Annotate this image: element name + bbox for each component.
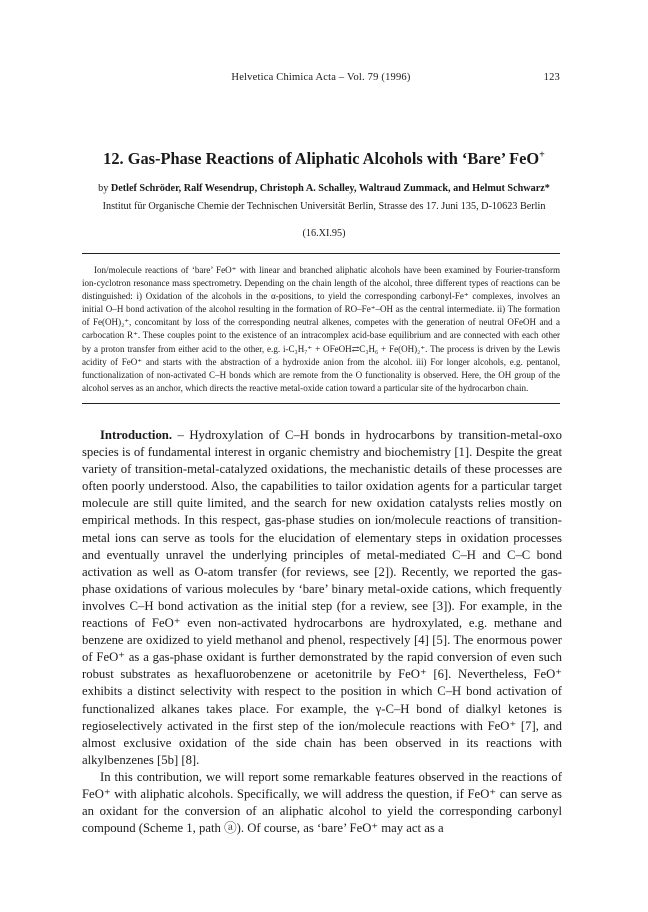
intro-text-1: – Hydroxylation of C–H bonds in hydrocarbons by transition-metal-oxo species is of fundamental interest in organic chemistry and biochemistry [1]. Despite the great variety of transition-metal-catalyzed oxidations, the mechanistic details of these processes are often poorly understood. Also, the capabilities to tailor oxidation agents for a particular target molecule are still quite limited, and the search for new oxidation catalysts relies mostly on empirical methods. In this respect, gas-phase studies on ion/molecule reactions of transition-metal ions can serve as tools for the elucidation of elementary steps in oxidation processes and eventually unravel the underlying principles of metal-mediated C–H and C–C bond activation as well as O-atom transfer (for reviews, see [2]). Recently, we reported the gas-phase oxidations of various molecules by ‘bare’ binary metal-oxide cations, which frequently involves C–H bond activation as the initial step (for a review, see [3]). For example, in the reactions of FeO⁺ even non-activated hydrocarbons are hydroxylated, e.g. methane and benzene are oxidized to yield methanol and phenol, respectively [4] [5]. The enormous power of FeO⁺ as a gas-phase oxidant is further demonstrated by the rapid conversion of even such robust substrates as hexafluorobenzene or acetonitrile by FeO⁺ [6]. Nevertheless, FeO⁺ exhibits a distinct selectivity with respect to the position in which C–H bond activation of functionalized alkanes takes place. For example, the γ-C–H bond of dialkyl ketones is regioselectively activated in the first step of the ion/molecule reactions with FeO⁺ [7], and almost exclusive oxidation of the side chain has been observed in its reactions with alkylbenzenes [5b] [8].: [82, 428, 562, 767]
author-line: [70, 183, 578, 194]
authors-by: by: [98, 183, 109, 194]
article-title: [60, 149, 588, 169]
running-header: [82, 72, 560, 88]
abstract-text: Ion/molecule reactions of ‘bare’ FeO⁺ with linear and branched aliphatic alcohols have been examined by Fourier-transform ion-cyclotron resonance mass spectrometry. Depending on the chain length of the alcohol, three different types of reactions can be distinguished: i) Oxidation of the alcohols in the α-positions, to yield the corresponding carbonyl-Fe⁺ complexes, involves an initial O–H bond activation of the alcohol resulting in the formation of RO–Fe⁺–OH as the central intermediate. ii) The formation of Fe(OH)₂⁺, concomitant by loss of the corresponding neutral alkenes, competes with the generation of neutral OFeOH and a carbocation R⁺. These couples point to the existence of an intracomplex acid-base equilibrium and are connected with each other by a proton transfer from either acid to the other, e.g. i-C₃H₇⁺ + OFeOH⇄C₃H₆ + Fe(OH)₂⁺. The process is driven by the Lewis acidity of FeO⁺ and starts with the abstraction of a hydroxide anion from the alcohol. iii) For longer alcohols, e.g. pentanol, functionalization of non-activated C–H bonds which are remote from the O functionality is observed. Here, the OH group of the alcohol serves as an anchor, which directs the reactive metal-oxide cation toward a particular site of the hydrocarbon chain.: [82, 265, 560, 393]
abstract-top-rule: [82, 253, 560, 254]
title-text: 12. Gas-Phase Reactions of Aliphatic Alcohols with ‘Bare’ FeO: [103, 149, 540, 168]
intro-paragraph-2: In this contribution, we will report some remarkable features observed in the reactions of FeO⁺ with aliphatic alcohols. Specifically, we will address the question, if FeO⁺ can serve as an oxidant for the conversion of an aliphatic alcohol to yield the corresponding carbonyl compound (Scheme 1, path ⓐ). Of course, as ‘bare’ FeO⁺ may act as a: [82, 769, 562, 836]
received-date: (16.XI.95): [302, 228, 346, 239]
article-body: [82, 427, 562, 837]
journal-name: Helvetica Chimica Acta – Vol. 79 (1996): [231, 72, 411, 83]
abstract: [82, 264, 560, 395]
page-number: 123: [543, 72, 560, 83]
intro-heading: Introduction.: [100, 428, 173, 442]
affiliation: Institut für Organische Chemie der Technischen Universität Berlin, Strasse des 17. Juni 135, D-10623 Berlin: [102, 201, 546, 212]
author-names: Detlef Schröder, Ralf Wesendrup, Christoph A. Schalley, Waltraud Zummack, and Helmut Schwarz*: [110, 183, 550, 194]
intro-paragraph-1: [82, 427, 562, 769]
title-charge: +: [539, 149, 545, 161]
abstract-bottom-rule: [82, 403, 560, 404]
